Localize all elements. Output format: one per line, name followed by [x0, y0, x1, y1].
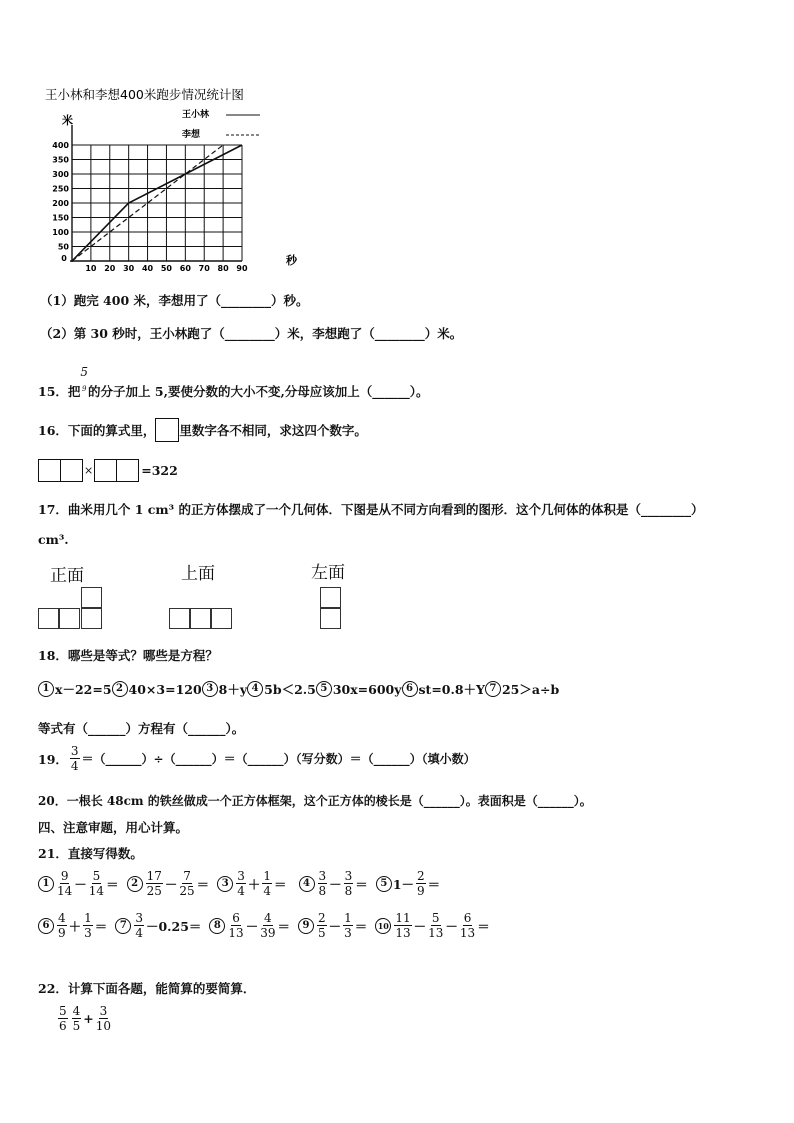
- calc-item: [209, 912, 290, 939]
- q15-frac-den: 9: [81, 385, 87, 393]
- top-cell: [211, 608, 232, 629]
- q15-fraction: [80, 365, 88, 393]
- fraction: [179, 870, 194, 897]
- operator: －: [328, 918, 342, 934]
- q14-sub1: （1）跑完 400 米，李想用了（________）秒。: [40, 293, 309, 308]
- legend-label: 王小林: [182, 110, 210, 120]
- x-tick-label: 20: [104, 264, 116, 272]
- left-cell: [320, 587, 341, 608]
- denominator: 13: [395, 926, 411, 940]
- fraction: [262, 870, 272, 897]
- view-label-front: 正面: [50, 566, 84, 586]
- q17-line1: 17．曲米用几个 1 cm³ 的正方体摆成了一个几何体．下图是从不同方向看到的图形．这个几何体的体积是（________）: [38, 502, 704, 517]
- calc-item: [115, 912, 201, 939]
- y-axis-label: 米: [62, 114, 73, 127]
- item-number-circle: 1: [38, 681, 54, 697]
- numerator: 17: [146, 869, 162, 883]
- item-number-circle: 10: [375, 918, 391, 934]
- operator: －: [413, 918, 427, 934]
- y-tick-label: 50: [57, 242, 69, 252]
- numerator: 1: [84, 911, 92, 925]
- numerator: 4: [58, 911, 66, 925]
- item-number-circle: 7: [485, 681, 501, 697]
- numerator: 1: [263, 869, 271, 883]
- q19: [38, 745, 476, 772]
- numerator: 6: [232, 911, 240, 925]
- fraction: [83, 912, 93, 939]
- q16-text: 里数字各不相同，求这四个数字。: [179, 423, 367, 438]
- calc-item: [38, 912, 107, 939]
- front-cell: [81, 587, 102, 608]
- denominator: 10: [95, 1019, 112, 1033]
- operator: ＋: [247, 876, 261, 892]
- q18-item: [112, 681, 202, 697]
- y-tick-label: 350: [52, 155, 69, 165]
- item-number-circle: 4: [247, 681, 263, 697]
- numerator: 3: [135, 911, 143, 925]
- calc-item: [299, 870, 368, 897]
- item-number-circle: 2: [127, 876, 143, 892]
- numerator: 5: [59, 1004, 67, 1018]
- q16-sample-box: [155, 418, 179, 442]
- numerator: 11: [395, 911, 411, 925]
- q21-row-1: [38, 870, 440, 897]
- operator: ＝: [355, 876, 368, 892]
- q22-title: 22．计算下面各题，能简算的要简算．: [38, 981, 256, 996]
- q19-den: 4: [70, 759, 79, 773]
- fraction: [96, 1005, 111, 1032]
- q19-num: 3: [70, 744, 79, 758]
- fraction: [416, 870, 426, 897]
- item-number-circle: 6: [402, 681, 418, 697]
- q18-item-text: 8＋y: [218, 682, 248, 697]
- operator: +: [83, 1011, 94, 1026]
- view-label-left: 左面: [311, 563, 345, 583]
- numerator: 3: [318, 869, 327, 883]
- denominator: 9: [417, 884, 425, 898]
- operator: ＝: [427, 876, 441, 892]
- q16: [38, 418, 367, 442]
- front-cell: [81, 608, 102, 629]
- line-chart: [40, 82, 340, 272]
- operator: －: [445, 918, 458, 934]
- digit-box-1[interactable]: [38, 459, 61, 482]
- q18-title: 18．哪些是等式？哪些是方程？: [38, 648, 218, 663]
- item-number-circle: 5: [376, 876, 392, 892]
- x-tick-label: 60: [179, 264, 191, 272]
- denominator: 13: [228, 926, 244, 940]
- fraction: [228, 912, 243, 939]
- item-number-circle: 7: [115, 918, 131, 934]
- q18-answer: 等式有（______）方程有（______）。: [38, 721, 245, 736]
- denominator: 39: [260, 926, 276, 940]
- operator: ＝: [477, 918, 490, 934]
- q16-equation: [38, 459, 178, 482]
- operator: －: [329, 876, 342, 892]
- front-cell: [59, 608, 80, 629]
- operator: ＝: [196, 876, 210, 892]
- q16-label: 16．下面的算式里，: [38, 423, 156, 438]
- q15: [38, 358, 429, 400]
- top-cell: [190, 608, 211, 629]
- y-tick-label: 250: [52, 184, 69, 194]
- fraction: [428, 912, 443, 939]
- q18-item-text: st=0.8＋Y: [418, 682, 485, 697]
- item-number-circle: 9: [298, 918, 314, 934]
- q20: 20．一根长 48cm 的铁丝做成一个正方体框架，这个正方体的棱长是（______）。表面积是（______）。: [38, 794, 592, 808]
- numerator: 5: [431, 911, 440, 925]
- denominator: 8: [344, 884, 353, 898]
- q19-text: ＝（______）÷（______）＝（______）（写分数）＝（______）（填小数）: [81, 752, 476, 766]
- q21-row-2: [38, 912, 490, 939]
- denominator: 4: [135, 926, 143, 940]
- fraction: [318, 870, 328, 897]
- denominator: 4: [237, 884, 245, 898]
- digit-box-2[interactable]: [61, 459, 83, 482]
- fraction: [58, 1005, 68, 1032]
- q17-line2: cm³.: [38, 532, 69, 547]
- q18-item-text: 30x=600y: [332, 681, 402, 697]
- operator: ＝: [94, 918, 108, 934]
- front-cell: [38, 608, 59, 629]
- denominator: 3: [84, 926, 92, 940]
- q18-item: [485, 680, 559, 698]
- section-four-heading: 四、注意审题，用心计算。: [38, 820, 189, 835]
- fraction: [72, 1005, 82, 1032]
- y-tick-label: 400: [52, 141, 69, 150]
- x-tick-label: 30: [123, 264, 135, 272]
- operator: ＝: [273, 876, 287, 892]
- q16-result: =322: [141, 463, 178, 478]
- q15-text: 的分子加上 5,要使分数的大小不变,分母应该加上（______）。: [88, 384, 429, 399]
- numerator: 3: [99, 1004, 108, 1018]
- chart-container: [40, 82, 340, 276]
- calc-item: [298, 912, 367, 939]
- item-number-circle: 1: [38, 876, 54, 892]
- calc-item: [375, 912, 489, 939]
- fraction: [394, 912, 411, 939]
- calc-item: [376, 870, 440, 897]
- q18-item-text: 5b＜2.5: [264, 682, 316, 697]
- y-tick-label: 200: [52, 199, 69, 208]
- fraction: [317, 912, 327, 939]
- operator: －: [74, 876, 87, 892]
- q19-label: 19．: [38, 751, 68, 767]
- denominator: 3: [344, 926, 352, 940]
- fraction: [236, 870, 246, 897]
- item-number-circle: 3: [217, 876, 233, 892]
- fraction: [57, 870, 72, 897]
- denominator: 5: [318, 926, 326, 940]
- q18-item-text: 25＞a÷b: [501, 682, 560, 697]
- q22-expression: [56, 1005, 113, 1032]
- denominator: 14: [88, 884, 105, 898]
- numerator: 2: [417, 869, 425, 883]
- denominator: 25: [179, 884, 195, 898]
- y-tick-label: 100: [52, 228, 69, 237]
- numerator: 3: [237, 869, 245, 883]
- numerator: 7: [183, 869, 191, 883]
- q18-item: [402, 680, 485, 698]
- numerator: 1: [344, 911, 352, 925]
- y-tick-label: 150: [52, 213, 69, 223]
- item-number-circle: 2: [112, 681, 128, 697]
- x-tick-label: 70: [198, 264, 210, 272]
- item-number-circle: 4: [299, 876, 315, 892]
- denominator: 9: [58, 926, 66, 940]
- operator: 1－: [392, 876, 415, 892]
- q14-sub2: （2）第 30 秒时，王小林跑了（________）米，李想跑了（________）米。: [40, 326, 463, 341]
- x-tick-label: 90: [236, 264, 248, 272]
- q15-frac-num: 5: [80, 365, 89, 379]
- operator: ＝: [354, 918, 368, 934]
- numerator: 6: [463, 911, 472, 925]
- denominator: 4: [263, 884, 271, 898]
- fraction: [146, 870, 163, 897]
- numerator: 4: [72, 1004, 81, 1018]
- numerator: 2: [318, 911, 326, 925]
- fraction: [260, 912, 275, 939]
- item-number-circle: 3: [202, 681, 218, 697]
- fraction: [89, 870, 104, 897]
- q18-item: [202, 680, 247, 698]
- item-number-circle: 8: [209, 918, 225, 934]
- view-label-top: 上面: [181, 564, 215, 584]
- x-tick-label: 40: [141, 264, 154, 272]
- top-cell: [169, 608, 190, 629]
- denominator: 13: [428, 926, 444, 940]
- calc-item: [38, 870, 119, 897]
- x-tick-label: 0: [61, 254, 67, 263]
- fraction: [343, 912, 353, 939]
- operator: ＝: [106, 876, 119, 892]
- q18-item-text: x－22=5: [55, 682, 112, 697]
- fraction: [344, 870, 354, 897]
- x-tick-label: 10: [85, 264, 97, 272]
- item-number-circle: 6: [38, 918, 54, 934]
- operator: －0.25＝: [145, 918, 202, 934]
- operator: －: [164, 876, 178, 892]
- left-cell: [320, 608, 341, 629]
- x-tick-label: 50: [160, 264, 173, 272]
- numerator: 9: [60, 869, 69, 883]
- q18-item: [316, 681, 402, 697]
- numerator: 4: [264, 911, 272, 925]
- chart-title: 王小林和李想400米跑步情况统计图: [45, 87, 244, 102]
- q19-fraction: [70, 745, 80, 772]
- operator: －: [245, 918, 259, 934]
- denominator: 13: [459, 926, 476, 940]
- denominator: 8: [318, 884, 327, 898]
- operator: ＋: [68, 918, 82, 934]
- fraction: [460, 912, 475, 939]
- q18-items: [38, 680, 559, 698]
- q18-item: [38, 680, 112, 698]
- item-number-circle: 5: [316, 681, 332, 697]
- digit-box-4[interactable]: [117, 459, 139, 482]
- numerator: 3: [344, 869, 353, 883]
- fraction: [57, 912, 67, 939]
- operator: ＝: [277, 918, 290, 934]
- calc-item: [127, 870, 210, 897]
- q18-item: [247, 680, 316, 698]
- numerator: 5: [92, 869, 101, 883]
- calc-item: [217, 870, 286, 897]
- y-tick-label: 300: [52, 170, 69, 179]
- x-tick-label: 80: [217, 264, 229, 272]
- x-axis-label: 秒: [286, 254, 297, 267]
- digit-box-3[interactable]: [94, 459, 117, 482]
- denominator: 25: [146, 884, 162, 898]
- fraction: [134, 912, 144, 939]
- denominator: 6: [59, 1019, 67, 1033]
- legend-label: 李想: [182, 130, 201, 140]
- denominator: 5: [72, 1019, 81, 1033]
- q15-label: 15．把: [38, 384, 81, 399]
- q18-item-text: 40×3=120: [128, 681, 202, 697]
- denominator: 14: [57, 884, 73, 898]
- q21-title: 21．直接写得数。: [38, 846, 143, 861]
- times-sign: ×: [84, 464, 94, 477]
